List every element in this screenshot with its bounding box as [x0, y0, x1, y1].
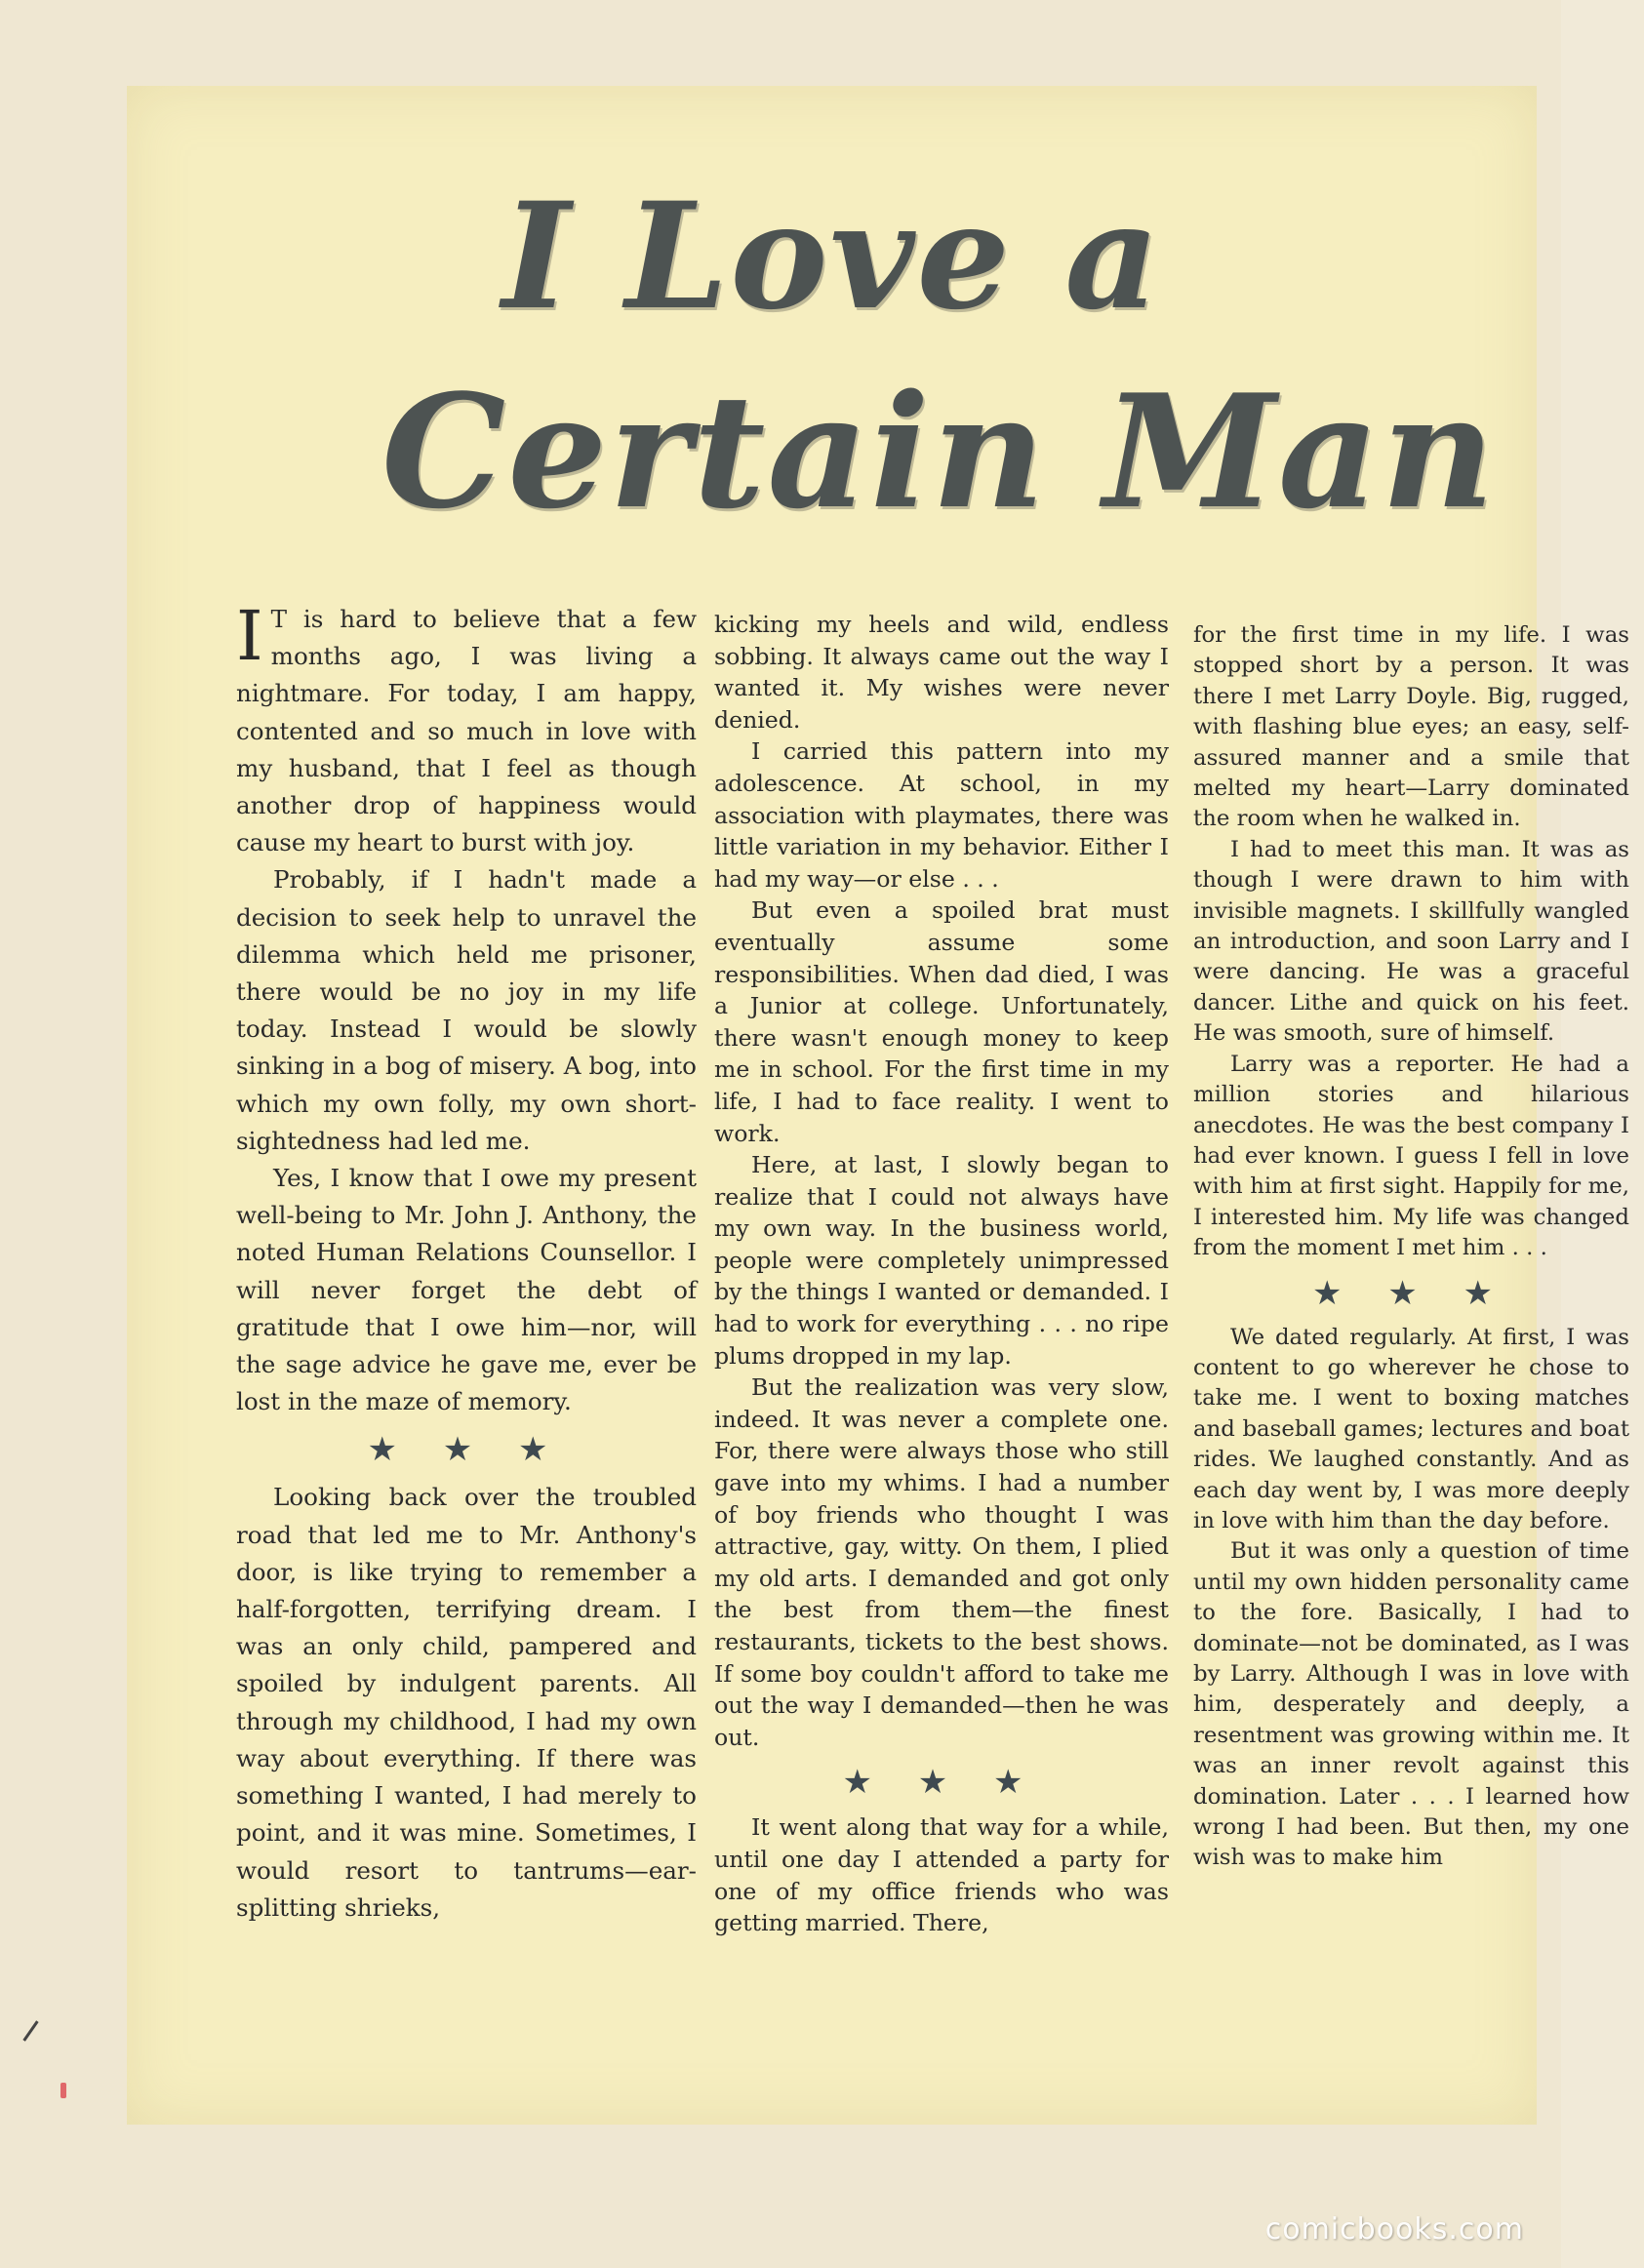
paragraph: Here, at last, I slowly began to realize that I could not always have my own way. In the business world, people were completely unimpressed by the things I wanted or demanded. I had to work for everything . . . no ripe plums dropped in my lap.: [714, 1151, 1169, 1370]
paragraph: But the realization was very slow, indeed. It was never a complete one. For, there were always those who still gave into my whims. I had a number of boy friends who thought I was attractive, gay, witty. On them, I plied my old arts. I demanded and got only the best from them—the finest restaurants, tickets to the best shows. If some boy couldn't afford to take me out the way I demanded—then he was out.: [714, 1373, 1169, 1751]
text-column-2: [714, 609, 1169, 1939]
paragraph: I had to meet this man. It was as though I were drawn to him with invisible magnets. I skillfully wangled an introduction, and soon Larry and I were dancing. He was a graceful dancer. Lithe and quick on his feet. He was smooth, sure of himself.: [1193, 836, 1629, 1047]
site-watermark: comicbooks.com: [1264, 2212, 1524, 2247]
paragraph: But it was only a question of time until my own hidden personality came to the fore. Basically, I had to dominate—not be dominated, as I was by Larry. Although I was in love with him, desperately and deeply, a resentment was growing within me. It was an inner revolt against this domination. Later . . . I learned how wrong I had been. But then, my one wish was to make him: [1193, 1538, 1629, 1871]
paragraph: for the first time in my life. I was stopped short by a person. It was there I met Larry Doyle. Big, rugged, with flashing blue eyes; an easy, self-assured manner and a smile that melted my heart—Larry dominated the room when he walked in.: [1193, 622, 1629, 832]
paragraph: We dated regularly. At first, I was content to go wherever he chose to take me. I went to boxing matches and baseball games; lectures and boat rides. We laughed constantly. And as each day went by, I was more deeply in love with him than the day before.: [1193, 1324, 1629, 1533]
paragraph: kicking my heels and wild, endless sobbing. It always came out the way I wanted it. My wishes were never denied.: [714, 611, 1169, 734]
paragraph: Probably, if I hadn't made a decision to seek help to unravel the dilemma which held me prisoner, there would be no joy in my life today. Instead I would be slowly sinking in a bog of misery. A bog, into which my own folly, my own short-sightedness had led me.: [236, 865, 697, 1155]
section-break-stars: ★ ★ ★: [1311, 1273, 1511, 1313]
page-mark: [22, 2020, 38, 2041]
story-panel: [127, 86, 1629, 2125]
text-column-1: [236, 596, 697, 1927]
paragraph: Looking back over the troubled road that led me to Mr. Anthony's door, is like trying to remember a half-forgotten, terrifying dream. I was an only child, pampered and spoiled by indulgent parents. All through my childhood, I had my own way about everything. If there was something I wanted, I had merely to point, and it was mine. Sometimes, I would resort to tantrums—ear-splitting shrieks,: [236, 1483, 697, 1922]
paragraph-text: T is hard to believe that a few months ago, I was living a nightmare. For today, I am happy, contented and so much in love with my husband, that I feel as though another drop of happiness would cause my heart to burst with joy.: [236, 605, 697, 857]
text-column-3: [1193, 620, 1629, 1874]
page-mark: [60, 2083, 66, 2098]
title-line-2: Certain Man: [381, 360, 1497, 543]
paragraph: Larry was a reporter. He had a million stories and hilarious anecdotes. He was the best company I had ever known. I guess I fell in love with him at first sight. Happily for me, I interested him. My life was changed from the moment I met him . . .: [1193, 1051, 1629, 1261]
drop-cap: I: [236, 596, 263, 676]
paragraph: I carried this pattern into my adolescence. At school, in my association with playmates, there was little variation in my behavior. Either I had my way—or else . . .: [714, 737, 1169, 893]
paragraph: But even a spoiled brat must eventually assume some responsibilities. When dad died, I was a Junior at college. Unfortunately, there wasn't enough money to keep me in school. For the first time in my life, I had to face reality. I went to work.: [714, 896, 1169, 1147]
paragraph: [236, 596, 697, 861]
section-break-stars: ★ ★ ★: [367, 1430, 566, 1470]
paragraph: It went along that way for a while, until one day I attended a party for one of my office friends who was getting married. There,: [714, 1813, 1169, 1937]
section-break-stars: ★ ★ ★: [842, 1763, 1041, 1803]
title-line-1: I Love a: [501, 171, 1162, 342]
paragraph: Yes, I know that I owe my present well-being to Mr. John J. Anthony, the noted Human Relations Counsellor. I will never forget the debt of gratitude that I owe him—nor, will the sage advice he gave me, ever be lost in the maze of memory.: [236, 1164, 697, 1416]
